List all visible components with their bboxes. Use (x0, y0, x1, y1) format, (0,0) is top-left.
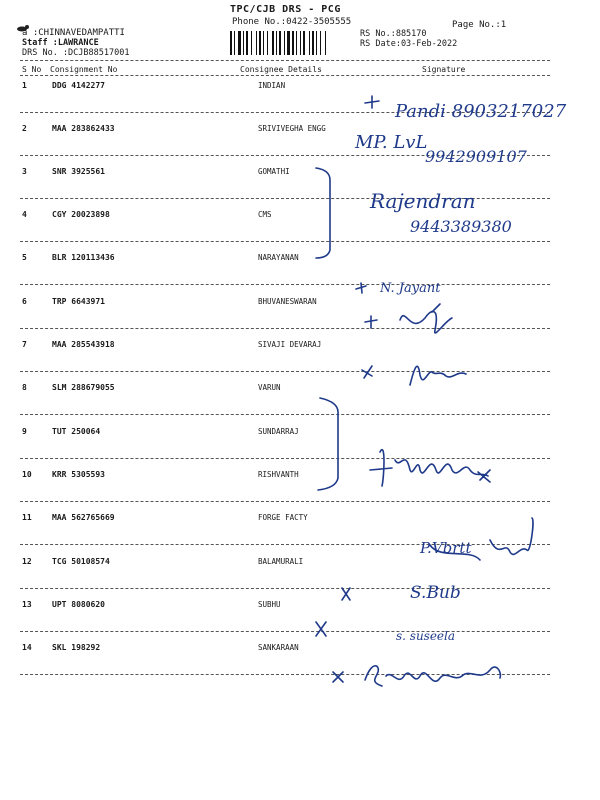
row-sno: 3 (22, 167, 27, 176)
row-consignee: SUBHU (258, 600, 281, 609)
phone-number: Phone No.:0422-3505555 (232, 17, 352, 27)
row-sno: 1 (22, 81, 27, 90)
row-sno: 14 (22, 643, 32, 652)
row-consignment-no: TCG 50108574 (52, 557, 110, 566)
row-consignee: SANKARAAN (258, 643, 299, 652)
row-consignment-no: CGY 20023898 (52, 210, 110, 219)
handwriting-row3: Rajendran (370, 189, 476, 213)
staff-name: Staff :LAWRANCE (22, 38, 99, 48)
row-sno: 12 (22, 557, 32, 566)
row-consignment-no: TUT 250064 (52, 427, 101, 436)
row-consignee: INDIAN (258, 81, 286, 90)
handwriting-row2-name: MP. LvL (355, 132, 428, 153)
row-consignment-no: MAA 562765669 (52, 513, 115, 522)
rs-number: RS No.:885170 (360, 29, 427, 39)
drs-number: DRS No. :DCJB88517001 (22, 48, 130, 58)
row-consignee: BHUVANESWARAN (258, 297, 317, 306)
handwriting-row12: S.Bub (410, 583, 461, 603)
row-consignee: RISHVANTH (258, 470, 299, 479)
row-sno: 8 (22, 383, 27, 392)
document-title: TPC/CJB DRS - PCG (230, 4, 341, 15)
row-consignee: BALAMURALI (258, 557, 304, 566)
row-consignee: SRIVIVEGHA ENGG (258, 124, 326, 133)
handwriting-row5: N. Jayant (380, 281, 441, 296)
row-consignee: SUNDARRAJ (258, 427, 299, 436)
row-sno: 7 (22, 340, 27, 349)
rs-date: RS Date:03-Feb-2022 (360, 39, 458, 49)
handwriting-row11: P.Vbrtt (420, 539, 472, 557)
handwriting-row13: s. suseela (396, 629, 456, 643)
row-consignment-no: SLM 288679055 (52, 383, 115, 392)
row-consignee: GOMATHI (258, 167, 290, 176)
row-sno: 13 (22, 600, 32, 609)
row-consignment-no: MAA 285543918 (52, 340, 115, 349)
row-sno: 9 (22, 427, 27, 436)
row-consignee: NARAYANAN (258, 253, 299, 262)
row-consignment-no: MAA 283862433 (52, 124, 115, 133)
row-consignee: VARUN (258, 383, 281, 392)
handwriting-row4: 9443389380 (410, 217, 512, 236)
row-consignee: FORGE FACTY (258, 513, 308, 522)
row-consignment-no: KRR 5305593 (52, 470, 105, 479)
branch-name: a :CHINNAVEDAMPATTI (22, 28, 125, 38)
row-sno: 5 (22, 253, 27, 262)
row-consignment-no: DDG 4142277 (52, 81, 105, 90)
row-consignment-no: UPT 8080620 (52, 600, 105, 609)
row-sno: 6 (22, 297, 27, 306)
row-sno: 4 (22, 210, 27, 219)
handwriting-row2-phone: 9942909107 (425, 147, 527, 166)
column-header-consignment: Consignment No (50, 65, 118, 74)
row-consignee: SIVAJI DEVARAJ (258, 340, 322, 349)
row-sno: 10 (22, 470, 32, 479)
column-header-consignee: Consignee Details (240, 65, 322, 74)
row-sno: 2 (22, 124, 27, 133)
row-consignment-no: BLR 120113436 (52, 253, 115, 262)
handwriting-row1: Pandi 8903217027 (395, 101, 567, 122)
row-consignee: CMS (258, 210, 272, 219)
column-header-sno: S No (22, 65, 42, 74)
row-sno: 11 (22, 513, 32, 522)
row-consignment-no: TRP 6643971 (52, 297, 105, 306)
row-consignment-no: SKL 198292 (52, 643, 101, 652)
page-number: Page No.:1 (452, 20, 507, 30)
column-header-signature: Signature (422, 65, 466, 74)
row-consignment-no: SNR 3925561 (52, 167, 105, 176)
